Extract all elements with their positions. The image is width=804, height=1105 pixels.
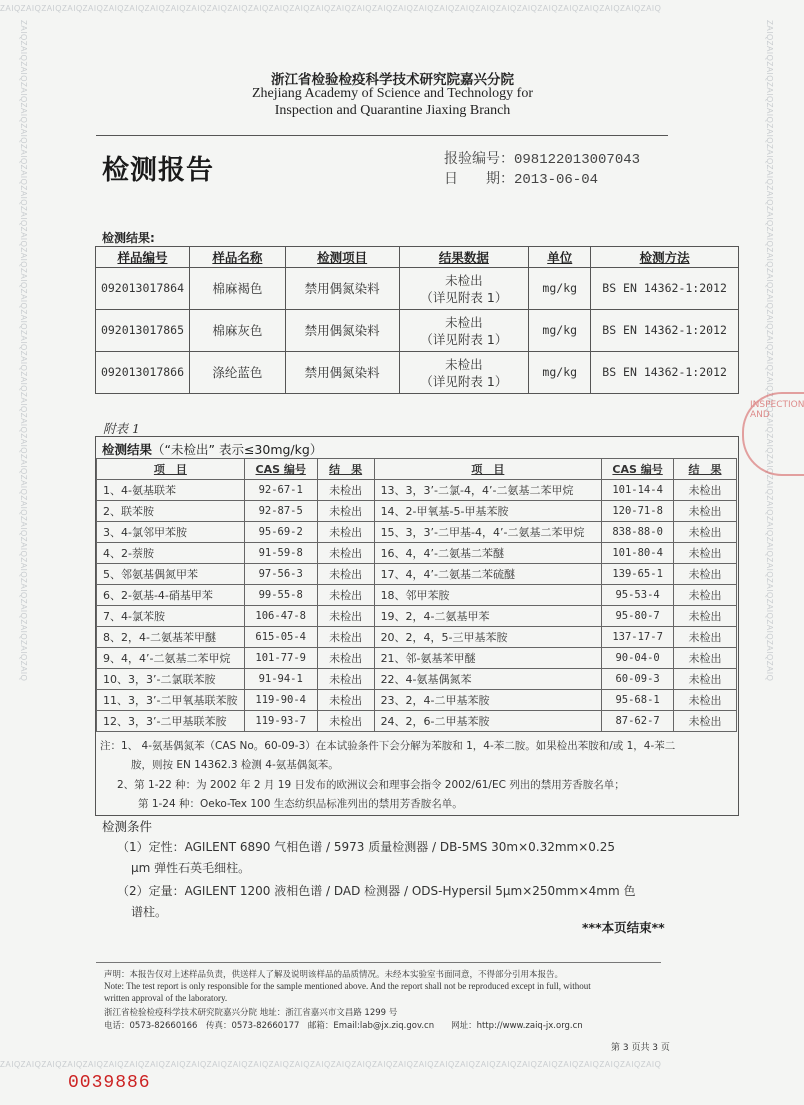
conditions-label: 检测条件 [102, 819, 153, 834]
col-item-b: 项 目 [374, 459, 602, 480]
cas-number: 87-62-7 [602, 711, 674, 732]
statement-en-line1: Note: The test report is only responsible for the sample mentioned above. And the report shall not be reproduced except in full, without [104, 981, 591, 991]
header-divider [96, 135, 668, 136]
cas-number: 95-80-7 [602, 606, 674, 627]
item-name: 9、4，4’-二氨基二苯甲烷 [97, 648, 245, 669]
item-name: 23、2，4-二甲基苯胺 [374, 690, 602, 711]
sample-name: 涤纶蓝色 [189, 352, 285, 394]
note-line-2: 胺，则按 EN 14362.3 检测 4-氨基偶氮苯。 [131, 759, 339, 771]
org-name-en-line2: Inspection and Quarantine Jiaxing Branch [274, 103, 511, 118]
col-result: 结果数据 [399, 247, 529, 268]
method: BS EN 14362-1:2012 [591, 268, 739, 310]
sample-id: 092013017864 [96, 268, 190, 310]
cas-number: 101-80-4 [602, 543, 674, 564]
cas-number: 106-47-8 [244, 606, 317, 627]
test-item: 禁用偶氮染料 [285, 268, 399, 310]
footer-contacts: 电话：0573-82660166 传真：0573-82660177 邮箱：Email:lab@jx.ziq.gov.cn 网址：http://www.zaiq-jx.org.cn [104, 1021, 583, 1031]
condition-line-4: 谱柱。 [131, 905, 168, 919]
item-name: 2、联苯胺 [97, 501, 245, 522]
item-name: 11、3，3’-二甲氧基联苯胺 [97, 690, 245, 711]
condition-line-1: （1）定性：AGILENT 6890 气相色谱 / 5973 质量检测器 / DB-5MS 30m×0.32mm×0.25 [117, 840, 616, 854]
statement-en-line2: written approval of the laboratory. [104, 993, 228, 1003]
report-date [444, 168, 598, 188]
item-name: 12、3，3’-二甲基联苯胺 [97, 711, 245, 732]
item-result: 未检出 [317, 585, 374, 606]
cas-number: 119-93-7 [244, 711, 317, 732]
cas-number: 137-17-7 [602, 627, 674, 648]
top-watermark-band: ZAIQZAIQZAIQZAIQZAIQZAIQZAIQZAIQZAIQZAIQZAIQZAIQZAIQZAIQZAIQZAIQZAIQZAIQZAIQZAIQZAIQZAIQZAIQZAIQZAIQZAIQZAIQZAIQZAIQZAIQZAIQZAIQ [0, 4, 662, 13]
item-result: 未检出 [317, 543, 374, 564]
sample-id: 092013017865 [96, 310, 190, 352]
table-row [97, 522, 737, 543]
table-row [97, 585, 737, 606]
item-name: 17、4，4’-二氨基二苯硫醚 [374, 564, 602, 585]
item-result: 未检出 [674, 585, 737, 606]
right-watermark-band: ZAIQZAIQZAIQZAIQZAIQZAIQZAIQZAIQZAIQZAIQZAIQZAIQZAIQZAIQZAIQZAIQZAIQZAIQZAIQZAIQZAIQZAIQZAIQZAIQZAIQZAIQZAIQZAIQZAIQZAIQZAIQZAIQ [765, 20, 774, 682]
item-name: 18、邻甲苯胺 [374, 585, 602, 606]
cas-number: 92-87-5 [244, 501, 317, 522]
table-row [97, 564, 737, 585]
result-cell [399, 352, 529, 394]
cas-number: 60-09-3 [602, 669, 674, 690]
item-name: 21、邻-氨基苯甲醚 [374, 648, 602, 669]
item-result: 未检出 [674, 564, 737, 585]
item-name: 13、3，3’-二氯-4，4’-二氨基二苯甲烷 [374, 480, 602, 501]
col-cas-b: CAS 编号 [602, 459, 674, 480]
item-result: 未检出 [317, 480, 374, 501]
results-header-row [96, 247, 739, 268]
table-row [97, 627, 737, 648]
item-name: 3、4-氯邻甲苯胺 [97, 522, 245, 543]
sample-name: 棉麻灰色 [189, 310, 285, 352]
table-row [96, 268, 739, 310]
cas-number: 99-55-8 [244, 585, 317, 606]
item-result: 未检出 [317, 606, 374, 627]
note-line-3: 2、第 1-22 种：为 2002 年 2 月 19 日发布的欧洲议会和理事会指令 2002/61/EC 列出的禁用芳香胺名单； [117, 779, 625, 791]
report-date-value: 2013-06-04 [514, 172, 599, 188]
org-name-cn: 浙江省检验检疫科学技术研究院嘉兴分院 [271, 72, 514, 88]
table-row [97, 606, 737, 627]
appendix-title-bold: 检测结果 [102, 442, 153, 457]
serial-number: 0039886 [68, 1073, 151, 1093]
item-result: 未检出 [317, 564, 374, 585]
cas-number: 139-65-1 [602, 564, 674, 585]
footer-divider [96, 962, 661, 963]
unit: mg/kg [529, 310, 591, 352]
note-line-1: 注：1、 4-氨基偶氮苯（CAS No。60-09-3）在本试验条件下会分解为苯胺和 1，4-苯二胺。如果检出苯胺和/或 1，4-苯二 [100, 740, 676, 752]
appendix-title [102, 440, 322, 458]
col-unit: 单位 [529, 247, 591, 268]
result-value: 未检出 [445, 314, 483, 330]
cas-number: 101-77-9 [244, 648, 317, 669]
table-row [97, 480, 737, 501]
cas-number: 838-88-0 [602, 522, 674, 543]
item-name: 14、2-甲氧基-5-甲基苯胺 [374, 501, 602, 522]
cas-number: 91-59-8 [244, 543, 317, 564]
item-result: 未检出 [317, 627, 374, 648]
cas-number: 95-69-2 [244, 522, 317, 543]
result-note: （详见附表 1） [420, 331, 508, 347]
col-result-b: 结 果 [674, 459, 737, 480]
item-result: 未检出 [674, 711, 737, 732]
cas-number: 120-71-8 [602, 501, 674, 522]
item-result: 未检出 [674, 648, 737, 669]
appendix-title-rest: （“未检出” 表示≤30mg/kg） [152, 442, 323, 457]
test-item: 禁用偶氮染料 [285, 310, 399, 352]
condition-line-2: μm 弹性石英毛细柱。 [131, 861, 251, 875]
item-name: 7、4-氯苯胺 [97, 606, 245, 627]
bottom-watermark-band: ZAIQZAIQZAIQZAIQZAIQZAIQZAIQZAIQZAIQZAIQZAIQZAIQZAIQZAIQZAIQZAIQZAIQZAIQZAIQZAIQZAIQZAIQZAIQZAIQZAIQZAIQZAIQZAIQZAIQZAIQZAIQZAIQ [0, 1060, 662, 1069]
col-sample-name: 样品名称 [189, 247, 285, 268]
item-name: 10、3，3’-二氯联苯胺 [97, 669, 245, 690]
item-name: 19、2，4-二氨基甲苯 [374, 606, 602, 627]
item-name: 6、2-氨基-4-硝基甲苯 [97, 585, 245, 606]
table-row [97, 543, 737, 564]
item-result: 未检出 [317, 669, 374, 690]
note-line-4: 第 1-24 种：Oeko-Tex 100 生态纺织品标准列出的禁用芳香胺名单。 [138, 798, 463, 810]
result-cell [399, 310, 529, 352]
table-row [97, 669, 737, 690]
org-name-en-line1: Zhejiang Academy of Science and Technology for [252, 86, 533, 101]
item-result: 未检出 [674, 606, 737, 627]
item-result: 未检出 [674, 522, 737, 543]
item-name: 22、4-氨基偶氮苯 [374, 669, 602, 690]
cas-number: 101-14-4 [602, 480, 674, 501]
seal-stamp-text: INSPECTION AND [750, 400, 804, 420]
col-item-a: 项 目 [97, 459, 245, 480]
item-name: 5、邻氨基偶氮甲苯 [97, 564, 245, 585]
item-result: 未检出 [317, 711, 374, 732]
result-value: 未检出 [445, 272, 483, 288]
item-name: 15、3，3’-二甲基-4，4’-二氨基二苯甲烷 [374, 522, 602, 543]
statement-cn: 声明：本报告仅对上述样品负责，供送样人了解及说明该样品的品质情况。未经本实验室书面同意，不得部分引用本报告。 [104, 970, 564, 980]
item-result: 未检出 [317, 690, 374, 711]
cas-number: 97-56-3 [244, 564, 317, 585]
col-test-item: 检测项目 [285, 247, 399, 268]
item-result: 未检出 [674, 627, 737, 648]
item-name: 1、4-氨基联苯 [97, 480, 245, 501]
item-name: 8、2，4-二氨基苯甲醚 [97, 627, 245, 648]
result-cell [399, 268, 529, 310]
condition-line-3: （2）定量：AGILENT 1200 液相色谱 / DAD 检测器 / ODS-Hypersil 5μm×250mm×4mm 色 [117, 884, 636, 898]
item-name: 20、2，4，5-三甲基苯胺 [374, 627, 602, 648]
item-result: 未检出 [674, 480, 737, 501]
cas-number: 92-67-1 [244, 480, 317, 501]
test-item: 禁用偶氮染料 [285, 352, 399, 394]
report-number-value: 098122013007043 [514, 152, 641, 168]
item-result: 未检出 [674, 543, 737, 564]
col-cas-a: CAS 编号 [244, 459, 317, 480]
item-name: 4、2-萘胺 [97, 543, 245, 564]
item-result: 未检出 [674, 669, 737, 690]
sample-id: 092013017866 [96, 352, 190, 394]
left-watermark-band: ZAIQZAIQZAIQZAIQZAIQZAIQZAIQZAIQZAIQZAIQZAIQZAIQZAIQZAIQZAIQZAIQZAIQZAIQZAIQZAIQZAIQZAIQZAIQZAIQZAIQZAIQZAIQZAIQZAIQZAIQZAIQZAIQ [19, 20, 28, 682]
report-title: 检测报告 [102, 155, 214, 186]
item-result: 未检出 [317, 648, 374, 669]
item-result: 未检出 [674, 690, 737, 711]
cas-number: 91-94-1 [244, 669, 317, 690]
cas-number: 95-53-4 [602, 585, 674, 606]
col-result-a: 结 果 [317, 459, 374, 480]
appendix-label: 附表 1 [103, 421, 140, 436]
results-label: 检测结果: [102, 231, 155, 245]
report-number-label: 报验编号： [444, 151, 514, 167]
footer-address: 浙江省检验检疫科学技术研究院嘉兴分院 地址：浙江省嘉兴市文昌路 1299 号 [104, 1008, 398, 1018]
result-note: （详见附表 1） [420, 373, 508, 389]
table-row [97, 711, 737, 732]
appendix-table [96, 458, 737, 732]
page-number: 第 3 页共 3 页 [611, 1043, 670, 1053]
item-name: 16、4，4’-二氨基二苯醚 [374, 543, 602, 564]
cas-number: 95-68-1 [602, 690, 674, 711]
appendix-header-row [97, 459, 737, 480]
table-row [96, 310, 739, 352]
table-row [97, 690, 737, 711]
end-of-page-mark: ***本页结束** [582, 920, 665, 935]
cas-number: 119-90-4 [244, 690, 317, 711]
unit: mg/kg [529, 352, 591, 394]
report-date-label: 日 期： [444, 171, 514, 187]
sample-name: 棉麻褐色 [189, 268, 285, 310]
cas-number: 615-05-4 [244, 627, 317, 648]
table-row [97, 501, 737, 522]
cas-number: 90-04-0 [602, 648, 674, 669]
col-method: 检测方法 [591, 247, 739, 268]
method: BS EN 14362-1:2012 [591, 352, 739, 394]
results-table [95, 246, 739, 394]
result-value: 未检出 [445, 356, 483, 372]
item-name: 24、2，6-二甲基苯胺 [374, 711, 602, 732]
method: BS EN 14362-1:2012 [591, 310, 739, 352]
table-row [97, 648, 737, 669]
report-number [444, 148, 640, 168]
result-note: （详见附表 1） [420, 289, 508, 305]
item-result: 未检出 [317, 522, 374, 543]
item-result: 未检出 [674, 501, 737, 522]
col-sample-id: 样品编号 [96, 247, 190, 268]
unit: mg/kg [529, 268, 591, 310]
item-result: 未检出 [317, 501, 374, 522]
table-row [96, 352, 739, 394]
